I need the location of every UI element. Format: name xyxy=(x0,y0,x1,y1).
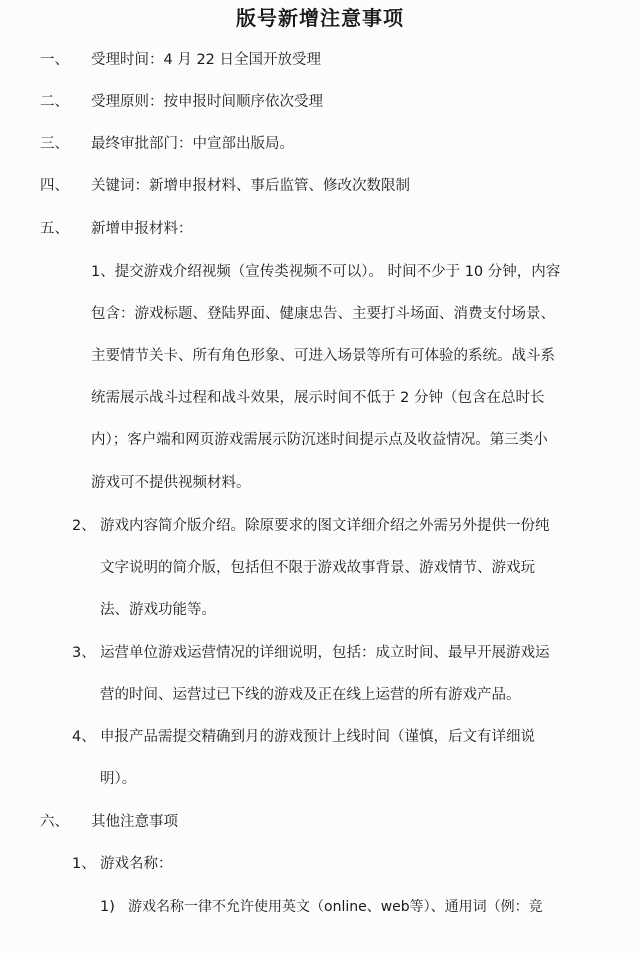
material-3-line-1: 运营单位游戏运营情况的详细说明，包括：成立时间、最早开展游戏运 xyxy=(100,645,550,661)
material-3-number: 3、 xyxy=(72,645,96,661)
other-1-1-number: 1) xyxy=(100,899,115,915)
material-4-line-2: 明）。 xyxy=(100,771,137,787)
other-1-text: 游戏名称： xyxy=(100,856,173,872)
other-1-1-text: 游戏名称一律不允许使用英文（online、web等）、通用词（例：竞 xyxy=(128,899,543,915)
section-4-text: 关键词：新增申报材料、事后监管、修改次数限制 xyxy=(91,178,410,194)
material-1-line-5: 内）；客户端和网页游戏需展示防沉迷时间提示点及收益情况。第三类小 xyxy=(91,432,548,448)
material-1-line-2: 包含：游戏标题、登陆界面、健康忠告、主要打斗场面、消费支付场景、 xyxy=(91,306,555,322)
material-4-number: 4、 xyxy=(72,729,96,745)
material-2-line-3: 法、游戏功能等。 xyxy=(100,602,216,618)
section-6-text: 其他注意事项 xyxy=(91,814,178,830)
section-5-number: 五、 xyxy=(40,221,69,237)
section-2-text: 受理原则：按申报时间顺序依次受理 xyxy=(91,94,323,110)
material-2-line-2: 文字说明的简介版，包括但不限于游戏故事背景、游戏情节、游戏玩 xyxy=(100,560,535,576)
other-1-number: 1、 xyxy=(72,856,96,872)
material-1-line-3: 主要情节关卡、所有角色形象、可进入场景等所有可体验的系统。战斗系 xyxy=(91,348,555,364)
document-title: 版号新增注意事项 xyxy=(236,6,404,30)
section-5-text: 新增申报材料： xyxy=(91,221,193,237)
material-1-line-6: 游戏可不提供视频材料。 xyxy=(91,475,251,491)
section-3-number: 三、 xyxy=(40,136,69,152)
section-2-number: 二、 xyxy=(40,94,69,110)
section-6-number: 六、 xyxy=(40,814,69,830)
section-3-text: 最终审批部门：中宣部出版局。 xyxy=(91,136,294,152)
material-2-number: 2、 xyxy=(72,518,96,534)
section-4-number: 四、 xyxy=(40,178,69,194)
material-4-line-1: 申报产品需提交精确到月的游戏预计上线时间（谨慎，后文有详细说 xyxy=(100,729,535,745)
material-1-line-1: 1、提交游戏介绍视频（宣传类视频不可以）。 时间不少于 10 分钟，内容 xyxy=(91,264,561,280)
material-3-line-2: 营的时间、运营过已下线的游戏及正在线上运营的所有游戏产品。 xyxy=(100,687,521,703)
material-2-line-1: 游戏内容简介版介绍。除原要求的图文详细介绍之外需另外提供一份纯 xyxy=(100,518,550,534)
section-1-text: 受理时间：4 月 22 日全国开放受理 xyxy=(91,52,322,68)
section-1-number: 一、 xyxy=(40,52,69,68)
material-1-line-4: 统需展示战斗过程和战斗效果，展示时间不低于 2 分钟（包含在总时长 xyxy=(91,390,545,406)
